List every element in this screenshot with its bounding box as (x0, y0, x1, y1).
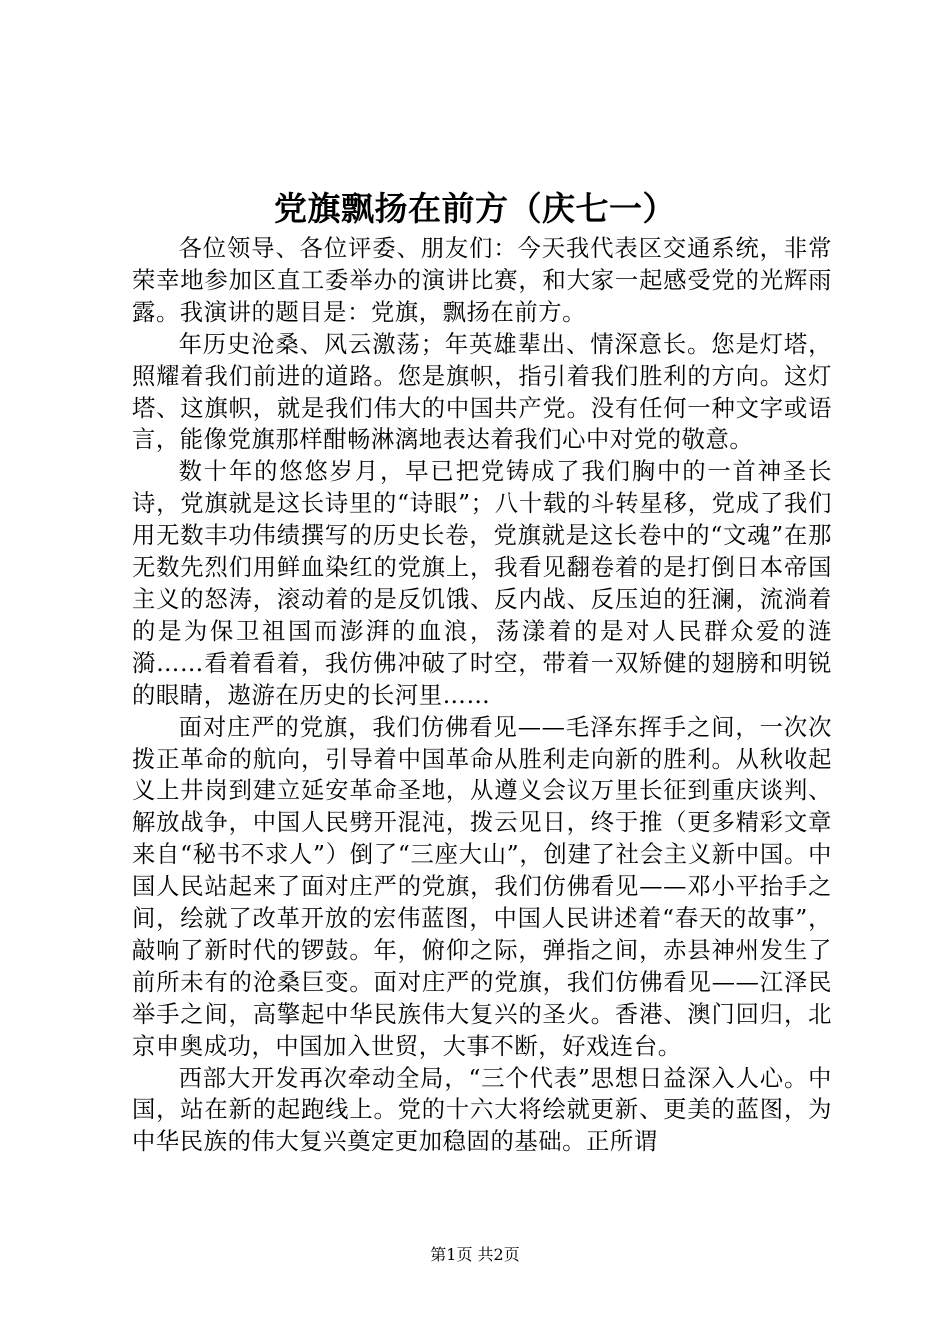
document-title: 党旗飘扬在前方（庆七一） (274, 189, 676, 228)
paragraph: 各位领导、各位评委、朋友们：今天我代表区交通系统，非常荣幸地参加区直工委举办的演讲比赛，和大家一起感受党的光辉雨露。我演讲的题目是：党旗，飘扬在前方。 (132, 235, 832, 326)
paragraph: 西部大开发再次牵动全局，“三个代表”思想日益深入人心。中国，站在新的起跑线上。党的十六大将绘就更新、更美的蓝图，为中华民族的伟大复兴奠定更加稳固的基础。正所谓 (132, 1064, 832, 1156)
paragraph: 年历史沧桑、风云激荡；年英雄辈出、情深意长。您是灯塔，照耀着我们前进的道路。您是旗帜，指引着我们胜利的方向。这灯塔、这旗帜，就是我们伟大的中国共产党。没有任何一种文字或语言，能像党旗那样酣畅淋漓地表达着我们心中对党的敬意。 (132, 330, 832, 454)
page-footer: 第1页 共2页 (430, 1245, 520, 1264)
paragraph: 面对庄严的党旗，我们仿佛看见——毛泽东挥手之间，一次次拨正革命的航向，引导着中国革命从胜利走向新的胜利。从秋收起义上井岗到建立延安革命圣地，从遵义会议万里长征到重庆谈判、解放战争，中国人民劈开混沌，拨云见日，终于推（更多精彩文章来自“秘书不求人”）倒了“三座大山”，创建了社会主义新中国。中国人民站起来了面对庄严的党旗，我们仿佛看见——邓小平抬手之间，绘就了改革开放的宏伟蓝图，中国人民讲述着“春天的故事”，敲响了新时代的锣鼓。年，俯仰之际，弹指之间，赤县神州发生了前所未有的沧桑巨变。面对庄严的党旗，我们仿佛看见——江泽民举手之间，高擎起中华民族伟大复兴的圣火。香港、澳门回归，北京申奥成功，中国加入世贸，大事不断，好戏连台。 (132, 713, 832, 1060)
paragraph: 数十年的悠悠岁月，早已把党铸成了我们胸中的一首神圣长诗，党旗就是这长诗里的“诗眼”；八十载的斗转星移，党成了我们用无数丰功伟绩撰写的历史长卷，党旗就是这长卷中的“文魂”在那无数先烈们用鲜血染红的党旗上，我看见翻卷着的是打倒日本帝国主义的怒涛，滚动着的是反饥饿、反内战、反压迫的狂澜，流淌着的是为保卫祖国而澎湃的血浪，荡漾着的是对人民群众爱的涟漪……看着看着，我仿佛冲破了时空，带着一双矫健的翅膀和明锐的眼睛，遨游在历史的长河里…… (132, 458, 832, 709)
document-body (132, 233, 832, 1158)
